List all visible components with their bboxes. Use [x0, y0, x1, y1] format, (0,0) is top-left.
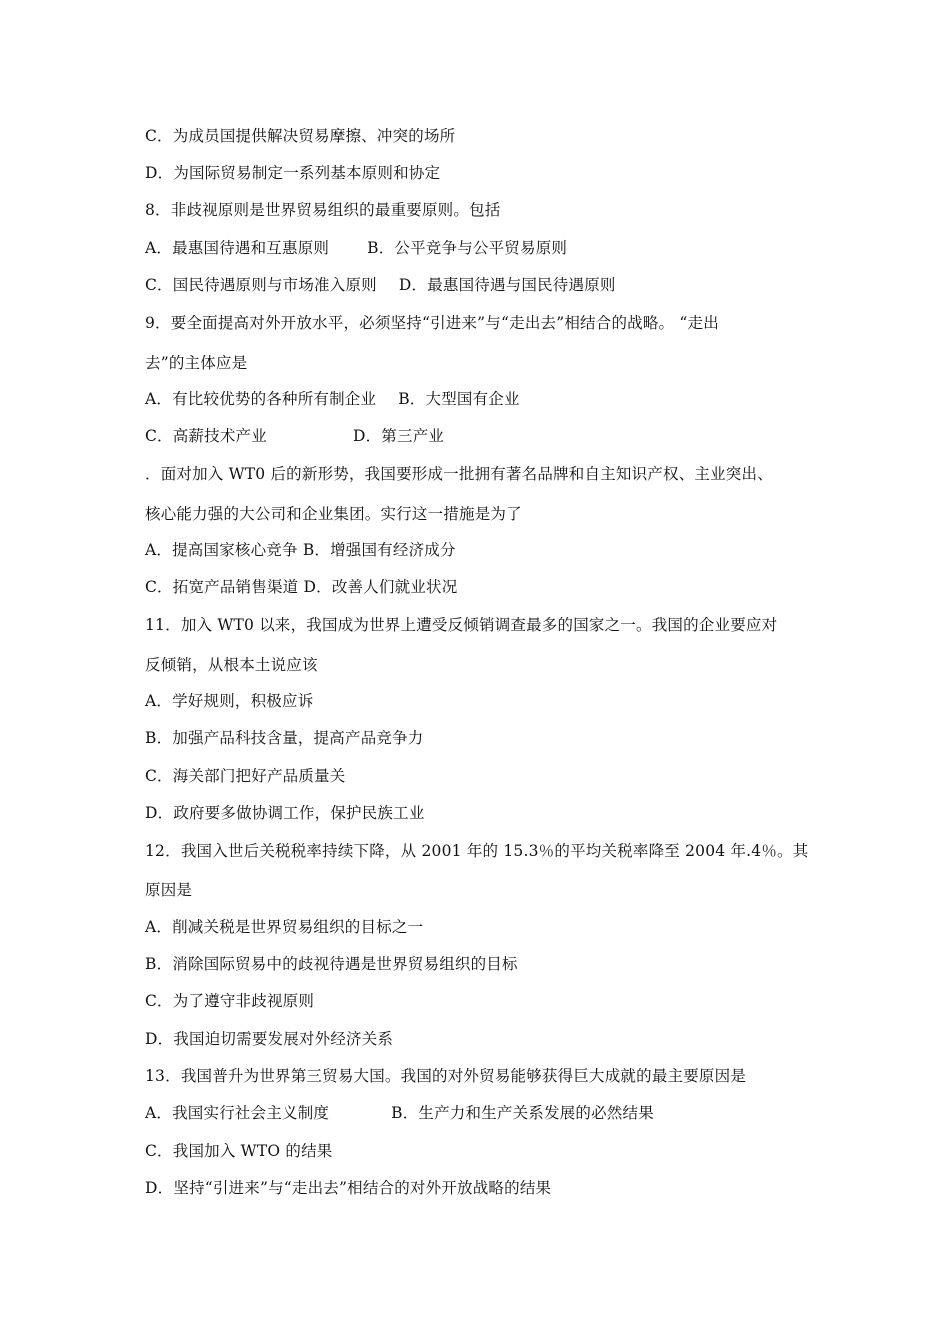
q8-options-cd [145, 275, 616, 295]
text-line: 原因是 [145, 881, 193, 899]
text-line: D．为国际贸易制定一系列基本原则和协定 [145, 164, 441, 182]
text-line: 去”的主体应是 [145, 354, 248, 372]
q8-options-ab [145, 238, 567, 258]
text-line: B．加强产品科技含量，提高产品竞争力 [145, 729, 424, 747]
text-line: 11．加入 WT0 以来，我国成为世界上遭受反倾销调查最多的国家之一。我国的企业要应对 [145, 616, 778, 634]
text-line: 12．我国入世后关税税率持续下降，从 2001 年的 15.3％的平均关税率降至 2004 年.4％。其 [145, 842, 809, 860]
q11-option-a [145, 691, 313, 711]
text-line: D．政府要多做协调工作，保护民族工业 [145, 804, 425, 822]
text-line: A．削减关税是世界贸易组织的目标之一 [145, 918, 424, 936]
q13-option-c [145, 1141, 333, 1161]
q10-options-cd [145, 577, 457, 597]
text-line: C．为了遵守非歧视原则 [145, 992, 315, 1010]
q12-option-d [145, 1029, 393, 1049]
text-line: C．海关部门把好产品质量关 [145, 767, 346, 785]
q8-option-d: D．最惠国待遇与国民待遇原则 [398, 276, 616, 294]
text-line: 13．我国普升为世界第三贸易大国。我国的对外贸易能够获得巨大成就的最主要原因是 [145, 1067, 747, 1085]
text-line: 9．要全面提高对外开放水平，必须坚持“引进来”与“走出去”相结合的战略。 “走出 [145, 314, 719, 332]
q11-option-d [145, 803, 425, 823]
q9-options-ab [145, 389, 520, 409]
q8-stem [145, 200, 500, 220]
text-line: D．坚持“引进来”与“走出去”相结合的对外开放战略的结果 [145, 1179, 552, 1197]
text-line: C．拓宽产品销售渠道 D．改善人们就业状况 [145, 578, 458, 596]
q13-option-b: B．生产力和生产关系发展的必然结果 [391, 1104, 654, 1122]
q10-stem [145, 464, 773, 484]
q12-option-a [145, 917, 423, 937]
q9-option-a: A．有比较优势的各种所有制企业 [145, 390, 377, 408]
text-line: C．为成员国提供解决贸易摩擦、冲突的场所 [145, 127, 456, 145]
text-line: 8．非歧视原则是世界贸易组织的最重要原则。包括 [145, 201, 501, 219]
q13-option-a: A．我国实行社会主义制度 [145, 1104, 330, 1122]
text-line: D．我国迫切需要发展对外经济关系 [145, 1030, 394, 1048]
q10-stem-cont [145, 504, 522, 524]
q7-option-c [145, 126, 455, 146]
q12-stem [145, 841, 808, 861]
q12-option-c [145, 991, 314, 1011]
q13-options-ab [145, 1103, 654, 1123]
q11-stem-cont [145, 655, 318, 675]
q12-stem-cont [145, 880, 192, 900]
q13-stem [145, 1066, 746, 1086]
q9-option-b: B．大型国有企业 [398, 390, 520, 408]
q11-stem [145, 615, 777, 635]
q9-option-d: D．第三产业 [352, 427, 445, 445]
text-line: A．学好规则，积极应诉 [145, 692, 314, 710]
q13-option-d [145, 1178, 551, 1198]
q8-option-c: C．国民待遇原则与市场准入原则 [145, 276, 377, 294]
text-line: 反倾销，从根本土说应该 [145, 656, 318, 674]
q8-option-a: A．最惠国待遇和互惠原则 [145, 239, 330, 257]
q9-option-c: C．高薪技术产业 [145, 427, 267, 445]
q11-option-c [145, 766, 345, 786]
text-line: 核心能力强的大公司和企业集团。实行这一措施是为了 [145, 505, 522, 523]
q8-option-b: B．公平竞争与公平贸易原则 [367, 239, 568, 257]
q9-stem-cont [145, 353, 247, 373]
q12-option-b [145, 954, 518, 974]
text-line: B．消除国际贸易中的歧视待遇是世界贸易组织的目标 [145, 955, 518, 973]
text-line: A．提高国家核心竞争 B．增强国有经济成分 [145, 541, 456, 559]
text-line: C．我国加入 WTO 的结果 [145, 1142, 333, 1160]
q10-options-ab [145, 540, 456, 560]
q9-options-cd [145, 426, 444, 446]
q7-option-d [145, 163, 440, 183]
q9-stem [145, 313, 719, 333]
q11-option-b [145, 728, 424, 748]
text-line: ．面对加入 WT0 后的新形势，我国要形成一批拥有著名品牌和自主知识产权、主业突出、 [145, 465, 773, 483]
